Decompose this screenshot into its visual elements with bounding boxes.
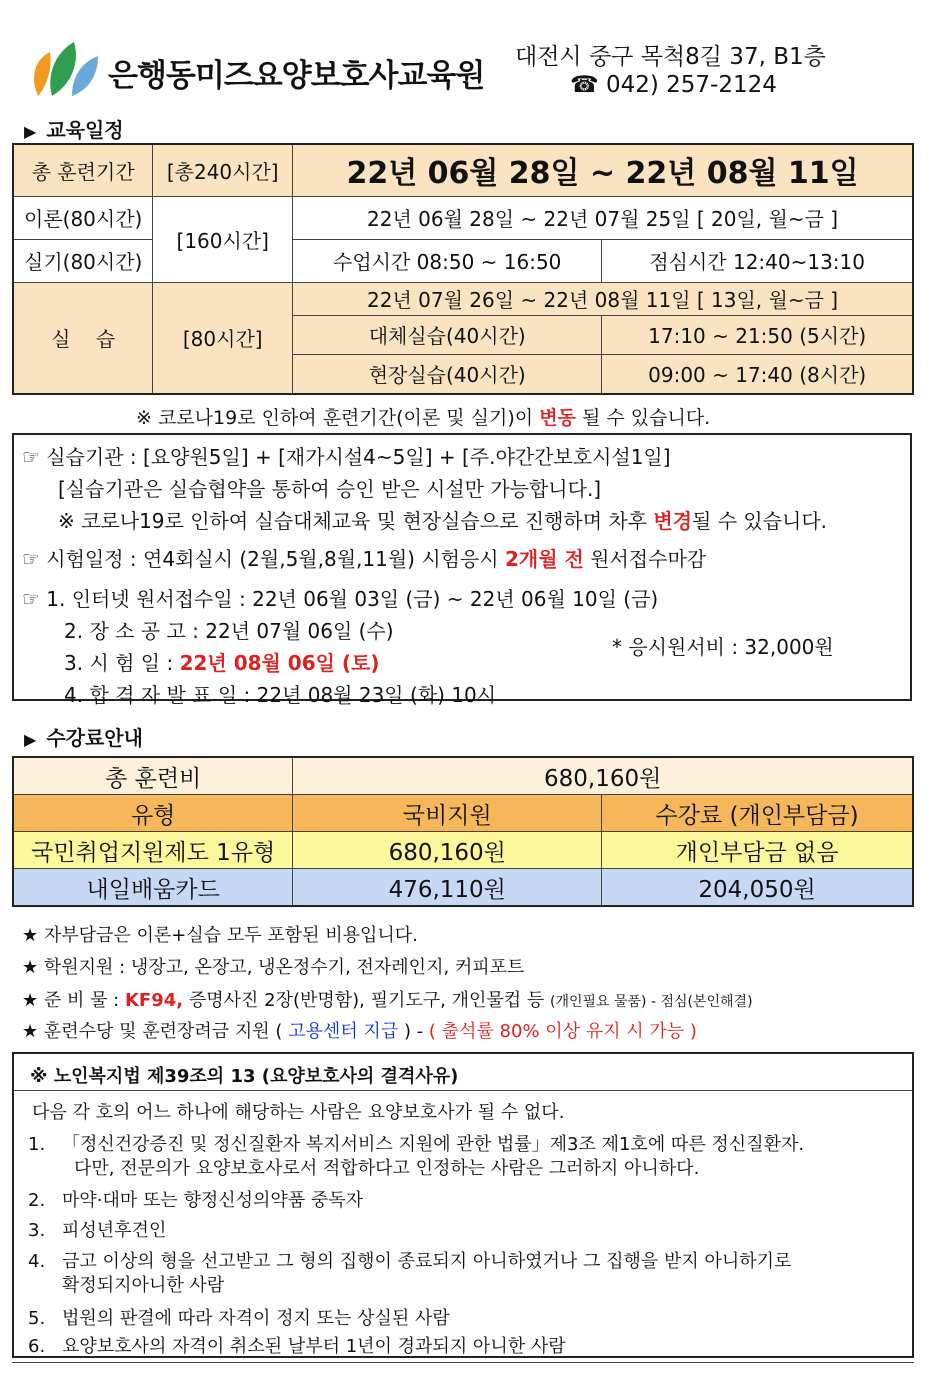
list-item: 5. 법원의 판결에 따라 자격이 정지 또는 상실된 사람 (28, 1308, 450, 1329)
list-item-cont: 확정되지아니한 사람 (62, 1275, 225, 1296)
fee-self: 개인부담금 없음 (602, 832, 913, 869)
disqualification-box (12, 1052, 914, 1358)
application-fee-note: * 응시원서비 : 32,000원 (612, 635, 834, 659)
lunch-time: 점심시간 12:40~13:10 (602, 239, 913, 282)
total-period-label: 총 훈련기간 (13, 144, 153, 196)
note-self-pay: ★ 자부담금은 이론+실습 모두 포함된 비용입니다. (22, 925, 418, 946)
law-intro: 다음 각 호의 어느 하나에 해당하는 사람은 요양보호사가 될 수 없다. (32, 1102, 565, 1123)
address: 대전시 중구 목척8길 37, B1층 (515, 44, 826, 70)
list-item: 1. 「정신건강증진 및 정신질환자 복지서비스 지원에 관한 법률」제3조 제1호에 따른 정신질환자. (28, 1134, 805, 1155)
fee-header-type: 유형 (13, 795, 293, 832)
fee-table (12, 756, 914, 907)
covid-schedule-note: ※ 코로나19로 인하여 훈련기간(이론 및 실기)이 변동 될 수 있습니다. (136, 407, 711, 429)
fee-header-gov: 국비지원 (293, 795, 602, 832)
training-label: 실 습 (13, 282, 153, 394)
institution-line: ☞ 실습기관 : [요양원5일] + [재가시설4~5일] + [주.야간간보호시설1일] (22, 445, 671, 469)
note-facilities: ★ 학원지원 : 냉장고, 온장고, 냉온정수기, 전자레인지, 커피포트 (22, 957, 525, 978)
fee-type: 국민취업지원제도 1유형 (13, 832, 293, 869)
triangle-icon: ▶ (24, 122, 37, 141)
fee-type: 내일배움카드 (13, 869, 293, 907)
note-allowance: ★ 훈련수당 및 훈련장려금 지원 ( 고용센터 지급 ) - ( 출석률 80% 이상 유지 시 가능 ) (22, 1021, 697, 1042)
total-period: 22년 06월 28일 ~ 22년 08월 11일 (293, 144, 913, 196)
org-name: 은행동미즈요양보호사교육원 (108, 58, 485, 94)
schedule-table (12, 143, 914, 395)
fee-gov: 680,160원 (293, 832, 602, 869)
alt-training-time: 17:10 ~ 21:50 (5시간) (602, 315, 913, 354)
total-hours: [총240시간] (153, 144, 293, 196)
schedule-section-title: ▶ 교육일정 (24, 118, 124, 142)
exam-step-4: 4. 합 격 자 발 표 일 : 22년 08월 23일 (화) 10시 (64, 683, 497, 707)
training-hours: [80시간] (153, 282, 293, 394)
total-fee-value: 680,160원 (293, 757, 913, 795)
institution-exam-box (12, 433, 912, 707)
exam-step-3: 3. 시 험 일 : 22년 08월 06일 (토) (64, 651, 380, 675)
field-training-time: 09:00 ~ 17:40 (8시간) (602, 354, 913, 394)
table-row (13, 869, 913, 907)
law-title: ※ 노인복지법 제39조의 13 (요양보호사의 결격사유) (14, 1054, 912, 1091)
fee-section-title: ▶ 수강료안내 (24, 726, 143, 750)
table-row (13, 832, 913, 869)
fee-header-self: 수강료 (개인부담금) (602, 795, 913, 832)
theory-practice-hours: [160시간] (153, 196, 293, 282)
list-item: 3. 피성년후견인 (28, 1220, 167, 1241)
institution-note: [실습기관은 실습협약을 통하여 승인 받은 시설만 가능합니다.] (58, 477, 602, 501)
fee-self: 204,050원 (602, 869, 913, 907)
list-item-cont: 다만, 전문의가 요양보호사로서 적합하다고 인정하는 사람은 그러하지 아니하다. (74, 1158, 700, 1179)
total-fee-label: 총 훈련비 (13, 757, 293, 795)
practice-label: 실기(80시간) (13, 239, 153, 282)
training-period: 22년 07월 26일 ~ 22년 08월 11일 [ 13일, 월~금 ] (293, 282, 913, 315)
list-item: 2. 마약·대마 또는 향정신성의약품 중독자 (28, 1190, 364, 1211)
alt-training-label: 대체실습(40시간) (293, 315, 602, 354)
triangle-icon: ▶ (24, 730, 37, 749)
exam-step-1: ☞ 1. 인터넷 원서접수일 : 22년 06월 03일 (금) ~ 22년 06월 10일 (금) (22, 587, 659, 611)
fee-gov: 476,110원 (293, 869, 602, 907)
list-item: 4. 금고 이상의 형을 선고받고 그 형의 집행이 종료되지 아니하였거나 그 집행을 받지 아니하기로 (28, 1251, 792, 1272)
field-training-label: 현장실습(40시간) (293, 354, 602, 394)
theory-period: 22년 06월 28일 ~ 22년 07월 25일 [ 20일, 월~금 ] (293, 196, 913, 239)
list-item: 6. 요양보호사의 자격이 취소된 날부터 1년이 경과되지 아니한 사람 (28, 1336, 566, 1357)
bottom-divider (12, 1362, 914, 1363)
exam-schedule-line: ☞ 시험일정 : 연4회실시 (2월,5월,8월,11월) 시험응시 2개월 전 원서접수마감 (22, 547, 707, 571)
class-time: 수업시간 08:50 ~ 16:50 (293, 239, 602, 282)
theory-label: 이론(80시간) (13, 196, 153, 239)
note-supplies: ★ 준 비 물 : KF94, 증명사진 2장(반명함), 필기도구, 개인물컵 등 (개인필요 물품) - 점심(본인해결) (22, 990, 753, 1011)
exam-step-2: 2. 장 소 공 고 : 22년 07월 06일 (수) (64, 619, 394, 643)
phone-number: ☎ 042) 257-2124 (570, 72, 777, 98)
institution-covid-note: ※ 코로나19로 인하여 실습대체교육 및 현장실습으로 진행하며 차후 변경될 수 있습니다. (58, 509, 828, 533)
logo-leaf-icon (28, 38, 100, 100)
